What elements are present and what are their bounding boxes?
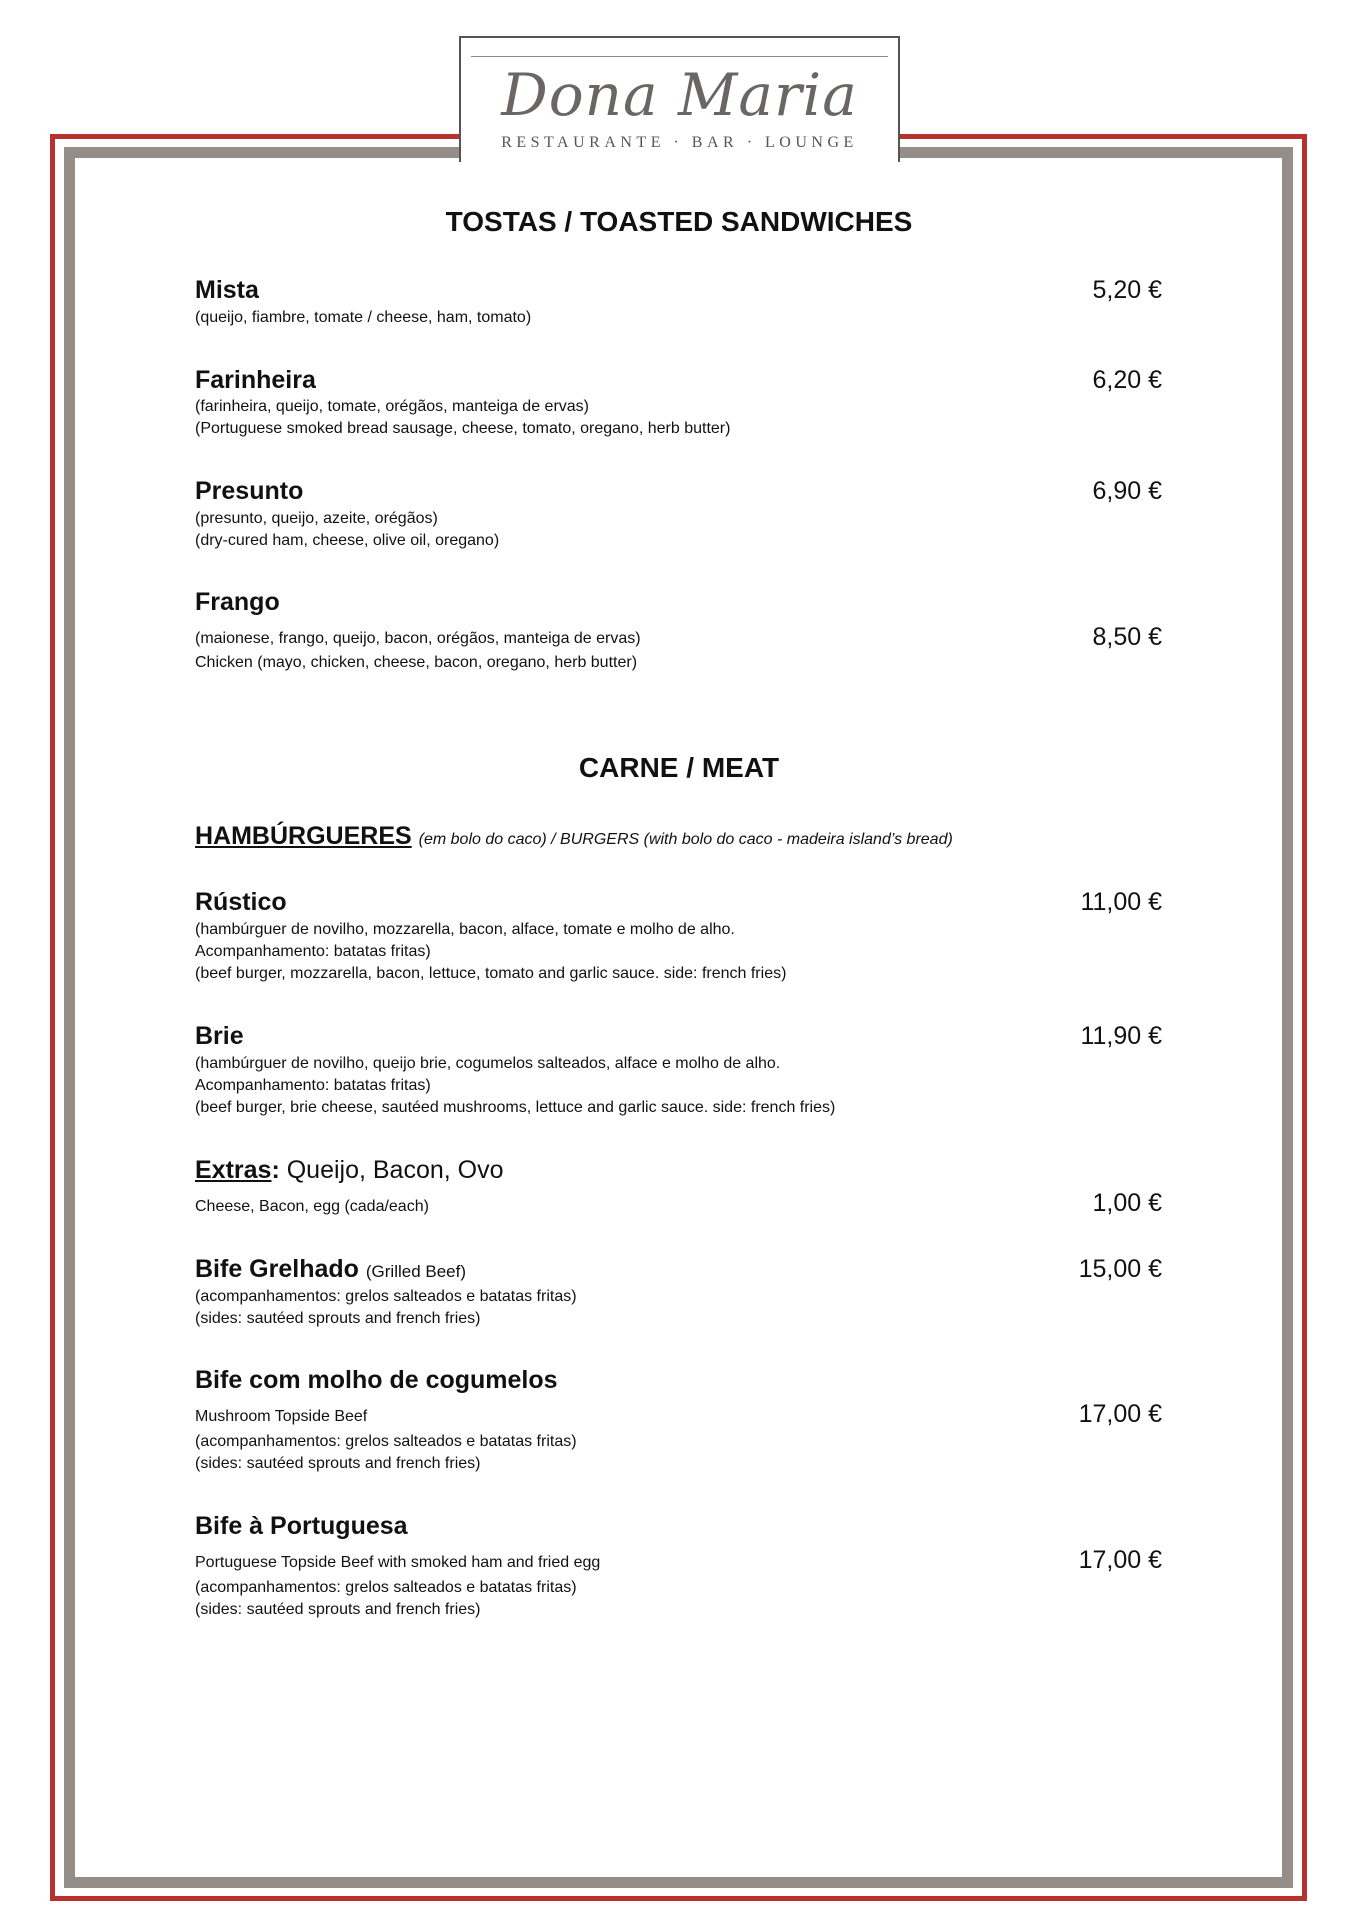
extras-items-pt: Queijo, Bacon, Ovo — [279, 1156, 504, 1184]
section-title-tostas: TOSTAS / TOASTED SANDWICHES — [445, 206, 913, 237]
item-price: 11,00 € — [1080, 888, 1162, 916]
item-price: 15,00 € — [1078, 1255, 1162, 1283]
extras-price: 1,00 € — [1092, 1189, 1162, 1217]
item-desc: (presunto, queijo, azeite, orégãos) — [195, 510, 438, 527]
item-name: Rústico — [195, 888, 287, 916]
brand-tagline: RESTAURANTE · BAR · LOUNGE — [501, 134, 858, 151]
item-name: Frango — [195, 588, 280, 616]
item-price: 17,00 € — [1078, 1400, 1162, 1428]
item-desc: (queijo, fiambre, tomate / cheese, ham, tomato) — [195, 309, 532, 326]
item-name: Brie — [195, 1022, 244, 1050]
extras-colon: : — [271, 1156, 280, 1184]
item-desc: (hambúrguer de novilho, queijo brie, cogumelos salteados, alface e molho de alho. — [195, 1055, 781, 1072]
item-name-note: (Grilled Beef) — [365, 1262, 467, 1281]
item-desc: (sides: sautéed sprouts and french fries) — [195, 1455, 481, 1472]
logo — [459, 36, 900, 162]
extras-items-en: Cheese, Bacon, egg (cada/each) — [195, 1198, 429, 1215]
item-desc: (beef burger, brie cheese, sautéed mushrooms, lettuce and garlic sauce. side: french fries) — [195, 1099, 836, 1116]
item-price: 8,50 € — [1092, 623, 1162, 651]
item-name: Presunto — [195, 477, 304, 505]
item-desc: (Portuguese smoked bread sausage, cheese, tomato, oregano, herb butter) — [195, 420, 731, 437]
extras-label: Extras — [195, 1156, 272, 1184]
item-desc: (acompanhamentos: grelos salteados e batatas fritas) — [195, 1579, 577, 1596]
item-desc: (acompanhamentos: grelos salteados e batatas fritas) — [195, 1288, 577, 1305]
item-desc: Mushroom Topside Beef — [195, 1408, 368, 1425]
item-desc: Chicken (mayo, chicken, cheese, bacon, oregano, herb butter) — [195, 654, 638, 671]
brand-name: Dona Maria — [501, 61, 858, 129]
burgers-heading — [195, 822, 953, 851]
item-name — [195, 1255, 466, 1284]
item-name-text: Bife Grelhado — [195, 1255, 359, 1283]
extras-heading — [195, 1156, 504, 1185]
item-desc: (sides: sautéed sprouts and french fries) — [195, 1310, 481, 1327]
item-desc: Acompanhamento: batatas fritas) — [195, 943, 431, 960]
logo-rule — [471, 56, 888, 57]
item-name: Farinheira — [195, 366, 316, 394]
item-desc: (farinheira, queijo, tomate, orégãos, manteiga de ervas) — [195, 398, 589, 415]
item-name: Mista — [195, 276, 259, 304]
item-desc: (maionese, frango, queijo, bacon, orégãos, manteiga de ervas) — [195, 630, 641, 647]
item-desc: (hambúrguer de novilho, mozzarella, bacon, alface, tomate e molho de alho. — [195, 921, 735, 938]
item-desc: (sides: sautéed sprouts and french fries) — [195, 1601, 481, 1618]
item-desc: Portuguese Topside Beef with smoked ham and fried egg — [195, 1554, 601, 1571]
burgers-note: (em bolo do caco) / BURGERS (with bolo do caco - madeira island’s bread) — [418, 831, 953, 848]
item-name: Bife à Portuguesa — [195, 1512, 408, 1540]
item-price: 17,00 € — [1078, 1546, 1162, 1574]
item-price: 5,20 € — [1092, 276, 1162, 304]
item-desc: (acompanhamentos: grelos salteados e batatas fritas) — [195, 1433, 577, 1450]
item-desc: (dry-cured ham, cheese, olive oil, oregano) — [195, 532, 500, 549]
item-name: Bife com molho de cogumelos — [195, 1366, 558, 1394]
item-price: 6,20 € — [1092, 366, 1162, 394]
item-price: 6,90 € — [1092, 477, 1162, 505]
burgers-heading-label: HAMBÚRGUERES — [195, 822, 412, 850]
section-title-carne: CARNE / MEAT — [578, 752, 780, 783]
item-desc: Acompanhamento: batatas fritas) — [195, 1077, 431, 1094]
item-price: 11,90 € — [1080, 1022, 1162, 1050]
item-desc: (beef burger, mozzarella, bacon, lettuce, tomato and garlic sauce. side: french fries) — [195, 965, 787, 982]
